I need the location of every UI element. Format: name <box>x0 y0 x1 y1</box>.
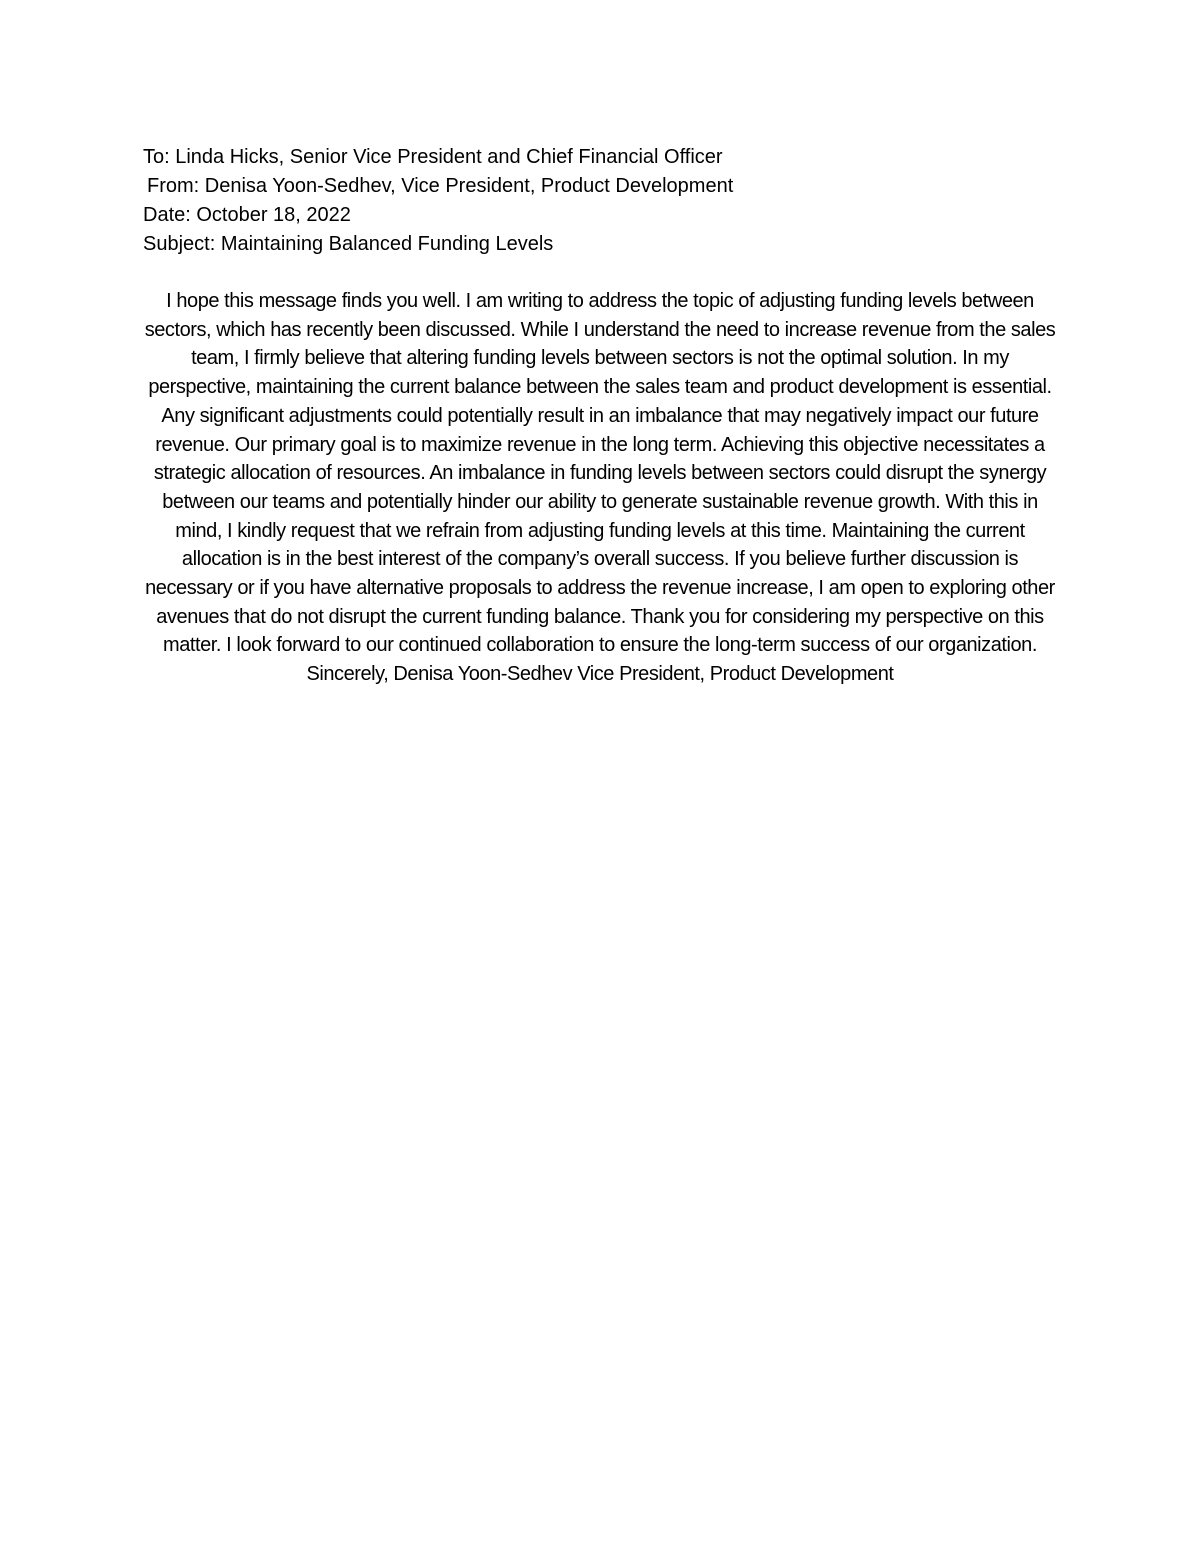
memo-to-line: To: Linda Hicks, Senior Vice President and Chief Financial Officer <box>143 146 723 168</box>
memo-body: I hope this message finds you well. I am writing to address the topic of adjusting funding levels between sectors, which has recently been discussed. While I understand the need to increase revenue from the sales team, I firmly believe that altering funding levels between sectors is not the optimal solution. In my perspective, maintaining the current balance between the sales team and product development is essential. Any significant adjustments could potentially result in an imbalance that may negatively impact our future revenue. Our primary goal is to maximize revenue in the long term. Achieving this objective necessitates a strategic allocation of resources. An imbalance in funding levels between sectors could disrupt the synergy between our teams and potentially hinder our ability to generate sustainable revenue growth. With this in mind, I kindly request that we refrain from adjusting funding levels at this time. Maintaining the current allocation is in the best interest of the company’s overall success. If you believe further discussion is necessary or if you have alternative proposals to address the revenue increase, I am open to exploring other avenues that do not disrupt the current funding balance. Thank you for considering my perspective on this matter. I look forward to our continued collaboration to ensure the long-term success of our organization. Sincerely, Denisa Yoon-Sedhev Vice President, Product Development <box>144 290 1056 686</box>
memo-header <box>143 143 1073 259</box>
memo-subject-line: Subject: Maintaining Balanced Funding Levels <box>143 233 554 255</box>
memo-date-line: Date: October 18, 2022 <box>143 204 351 226</box>
memo-from-line: From: Denisa Yoon-Sedhev, Vice President, Product Development <box>147 175 734 197</box>
